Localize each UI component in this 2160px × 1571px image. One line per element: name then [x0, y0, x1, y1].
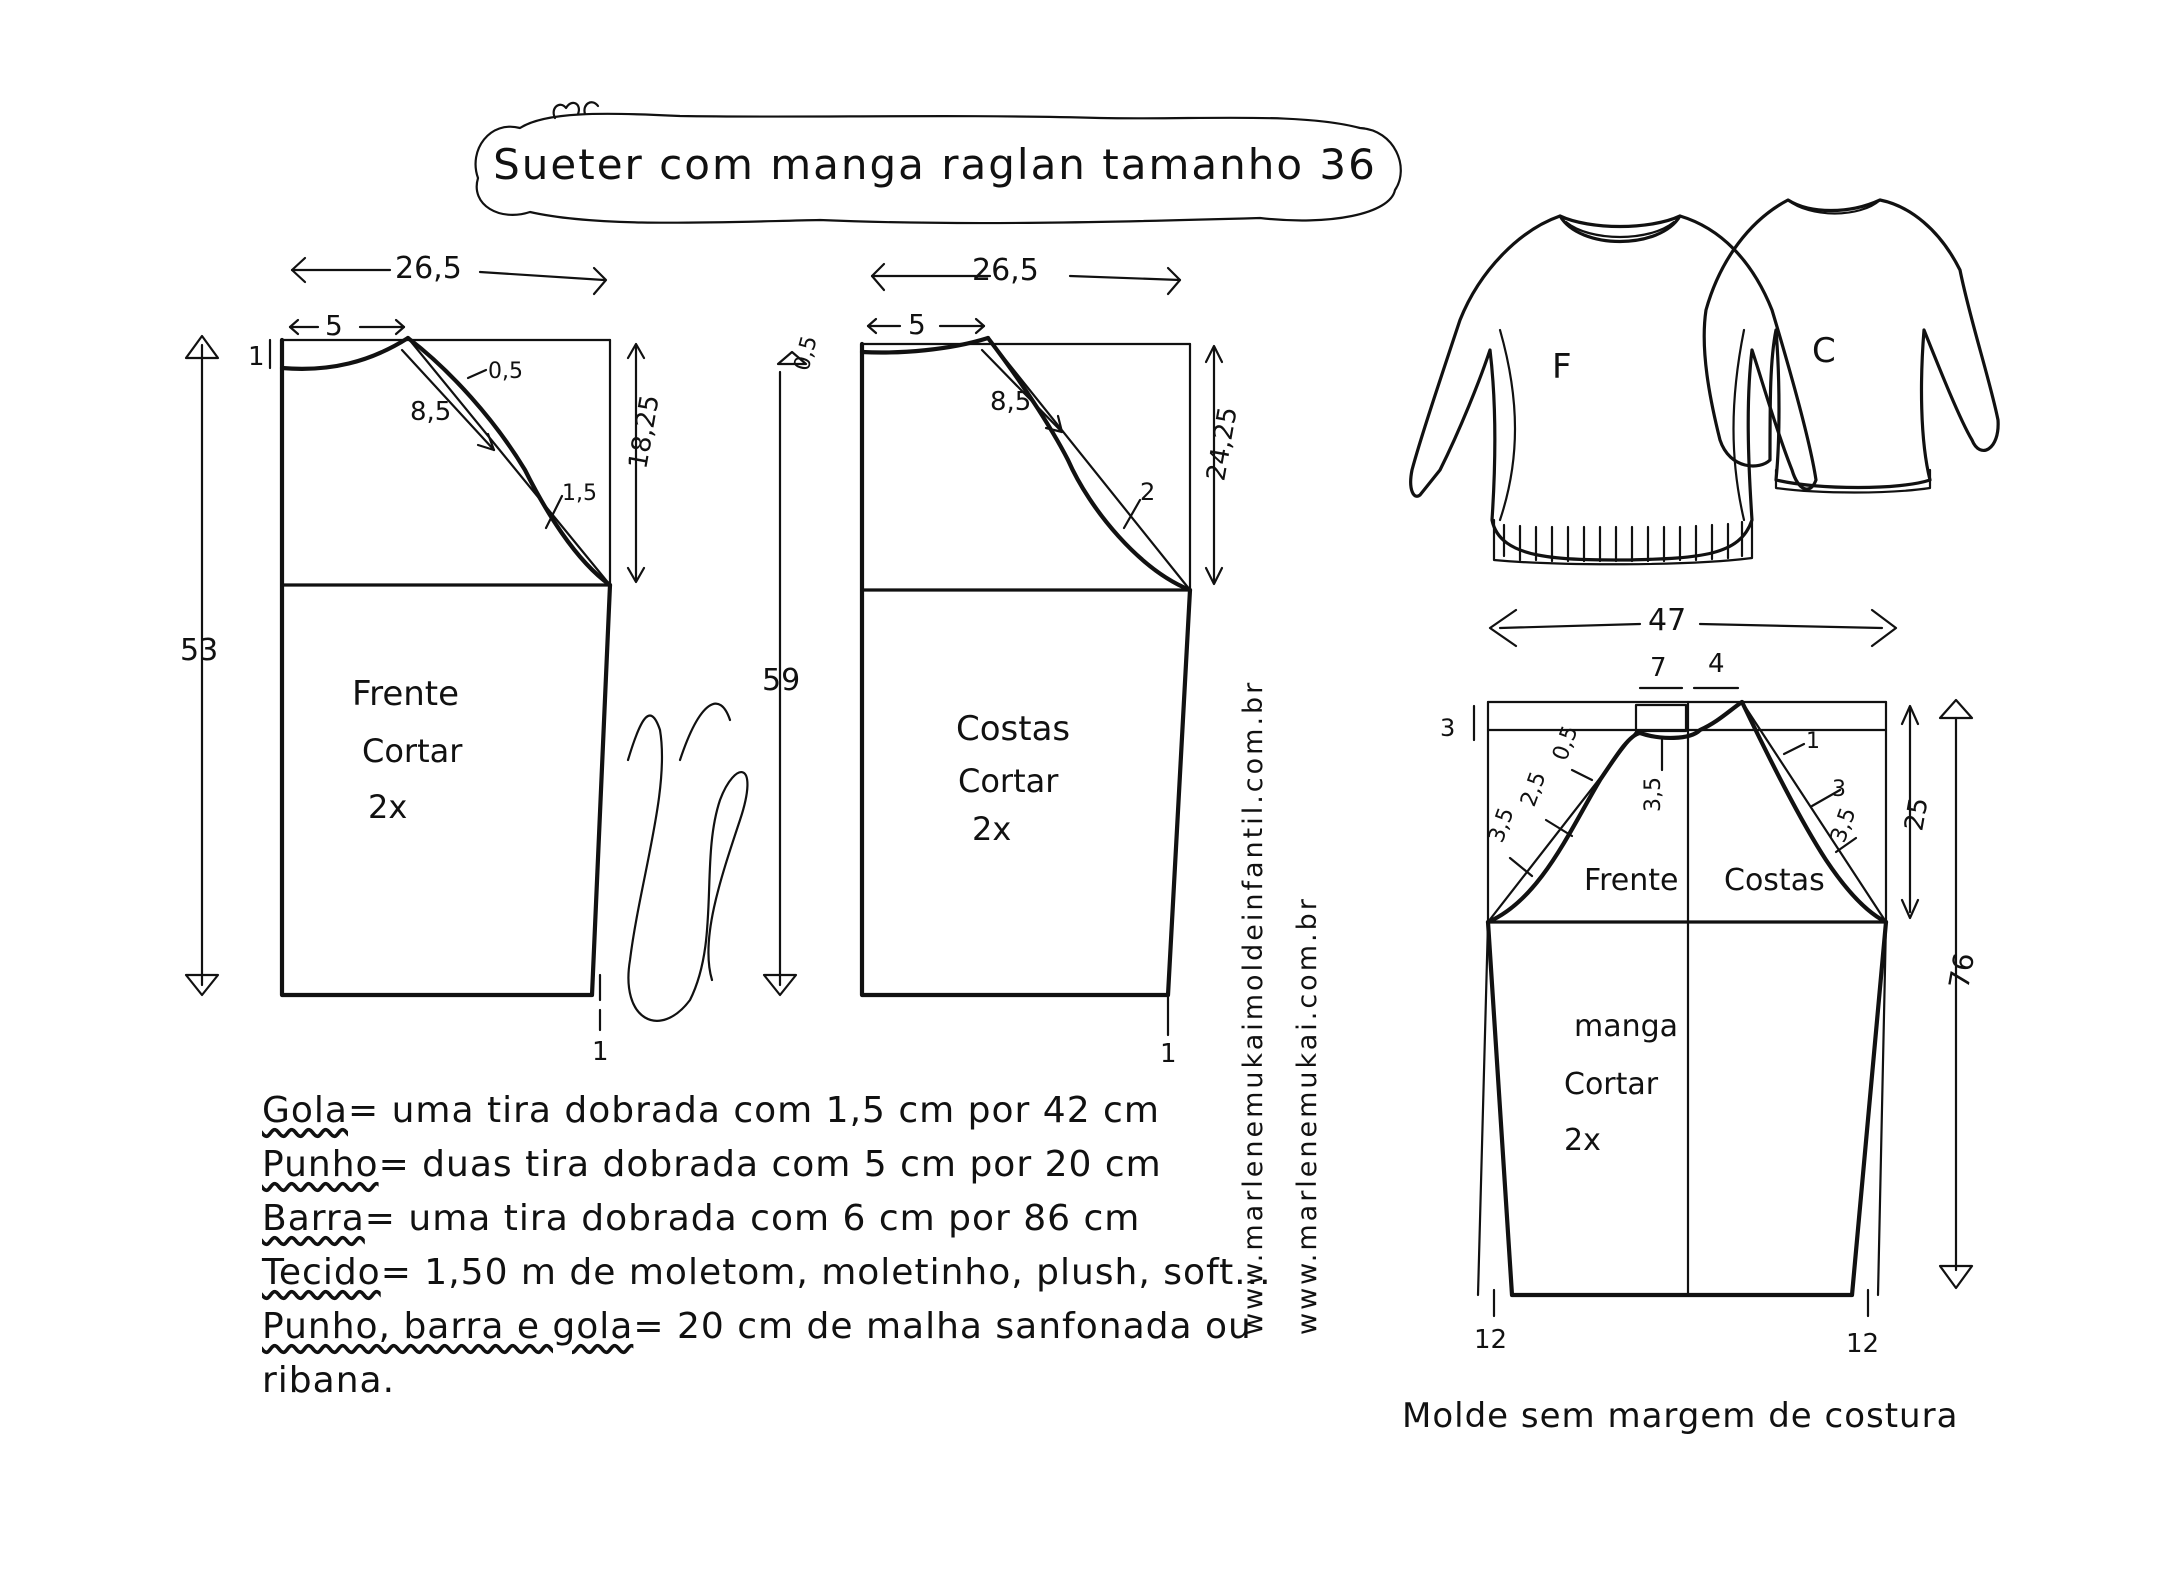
note-text: = uma tira dobrada com 1,5 cm por 42 cm: [347, 1090, 1160, 1131]
sweater-front-letter: F: [1552, 347, 1572, 387]
back-neck-depth-label: 0,5: [789, 333, 823, 374]
front-neck-width-label: 5: [325, 309, 343, 342]
back-raglan-length-label: 8,5: [990, 387, 1032, 417]
sleeve-front-curve-a-tick: [1572, 770, 1592, 780]
sleeve-length-arrowhead-top: [1940, 700, 1972, 718]
note-key: Punho, barra e gola: [262, 1306, 634, 1347]
watermark-line-1: www.marlenemukaimoldeinfantil.com.br: [1238, 679, 1269, 1335]
note-key: Punho: [262, 1144, 379, 1185]
front-width-arrow-right: [480, 272, 604, 280]
note-key: Tecido: [262, 1252, 381, 1293]
note-text: ribana.: [262, 1360, 396, 1401]
sleeve-piece: [1440, 603, 1981, 1359]
sleeve-back-label: Costas: [1724, 863, 1825, 898]
sweater-front-illustration: [1411, 216, 1816, 564]
note-ribana: [262, 1306, 1252, 1347]
sleeve-front-curve-c-tick: [1510, 858, 1532, 876]
front-armhole-depth-label: 18,25: [623, 392, 666, 472]
back-piece: [762, 253, 1244, 1069]
front-length-label: 53: [180, 633, 219, 668]
title-curl-2: [584, 102, 598, 114]
sleeve-width-arrow-right: [1700, 624, 1882, 628]
sleeve-back-a-label: 1: [1806, 729, 1820, 754]
back-cut-label: Cortar: [958, 762, 1059, 800]
note-text: = 20 cm de malha sanfonada ou: [633, 1306, 1252, 1347]
back-outline: [862, 344, 1190, 995]
page-title: Sueter com manga raglan tamanho 36: [493, 139, 1377, 189]
back-curve-depth-label: 2: [1140, 478, 1156, 506]
sweater-back-letter: C: [1812, 331, 1836, 371]
back-width-arrowhead-right: [1168, 268, 1180, 294]
sleeve-cut-count: 2x: [1564, 1123, 1601, 1158]
back-hem-taper-label: 1: [1160, 1039, 1177, 1069]
back-armhole-depth-label: 24,25: [1201, 404, 1244, 484]
front-width-arrowhead-right: [594, 268, 606, 294]
sleeve-hem-left-label: 12: [1474, 1325, 1508, 1355]
front-outline: [282, 340, 610, 995]
sleeve-neck-box: [1636, 705, 1686, 731]
note-text: = duas tira dobrada com 5 cm por 20 cm: [378, 1144, 1162, 1185]
back-piece-label: Costas: [956, 709, 1071, 749]
front-piece: [180, 251, 666, 1067]
front-piece-label: Frente: [352, 674, 460, 714]
back-length-label: 59: [762, 663, 801, 698]
front-neckline: [282, 338, 408, 369]
sleeve-back-c-label: 3,5: [1826, 804, 1862, 847]
front-shoulder-offset-arrow: [468, 370, 486, 378]
front-width-label: 26,5: [395, 251, 462, 286]
back-neck-width-label: 5: [908, 308, 926, 341]
back-cut-count: 2x: [972, 810, 1012, 848]
note-gola: [262, 1090, 1222, 1131]
sleeve-back-b-label: 3: [1832, 777, 1846, 802]
front-shoulder-offset-label: 0,5: [488, 359, 523, 384]
sleeve-hem-right-label: 12: [1846, 1329, 1880, 1359]
sleeve-front-curve-b-tick: [1546, 820, 1572, 836]
sweater-back-hem-band: [1776, 470, 1930, 493]
sleeve-front-curve-a-label: 0,5: [1548, 722, 1584, 765]
sleeve-length-label: 76: [1942, 950, 1982, 992]
seam-allowance-note: Molde sem margem de costura: [1402, 1396, 1959, 1436]
front-hem-taper-label: 1: [592, 1037, 609, 1067]
note-punho: [262, 1144, 1222, 1185]
front-raglan-length-label: 8,5: [410, 397, 452, 427]
instructions-notes: [262, 1090, 1272, 1414]
note-text: = 1,50 m de moletom, moletinho, plush, soft...: [380, 1252, 1272, 1293]
sleeve-width-label: 47: [1648, 603, 1687, 638]
sleeve-front-neck-label: 7: [1650, 653, 1667, 683]
sleeve-front-curve-b-label: 2,5: [1516, 768, 1552, 811]
note-key: Gola: [262, 1090, 348, 1131]
note-tecido: [262, 1252, 1272, 1293]
sweater-front-raglan-seams: [1500, 330, 1744, 520]
watermark-line-2: www.marlenemukai.com.br: [1292, 896, 1323, 1335]
sleeve-front-label: Frente: [1584, 863, 1679, 898]
sleeve-back-neck-label: 4: [1708, 649, 1725, 679]
sleeve-back-a-tick: [1784, 744, 1804, 754]
back-width-arrow-right: [1070, 276, 1180, 280]
sweater-front-hem-band: [1494, 520, 1752, 564]
front-neck-depth-label: 1: [248, 342, 265, 372]
front-cut-label: Cortar: [362, 732, 463, 770]
sleeve-cap-depth-label: 25: [1899, 795, 1935, 834]
back-raglan-guide: [988, 338, 1190, 590]
sleeve-width-arrow-left: [1500, 624, 1640, 628]
front-cut-count: 2x: [368, 788, 408, 826]
sleeve-top-offset-label: 3: [1440, 714, 1456, 742]
sleeve-cut-label: Cortar: [1564, 1067, 1659, 1102]
sleeve-front-dip-label: 3,5: [1641, 777, 1666, 812]
note-barra: [262, 1198, 1222, 1239]
sleeve-name-label: manga: [1574, 1009, 1679, 1044]
note-continuation: [262, 1360, 1222, 1401]
sweater-front-body: [1411, 216, 1816, 560]
sleeve-left-ext: [1478, 922, 1488, 1295]
front-curve-depth-label: 1,5: [562, 481, 597, 506]
note-key: Barra: [262, 1198, 365, 1239]
sleeve-front-curve-c-label: 3,5: [1484, 804, 1520, 847]
signature: [628, 704, 747, 1021]
back-width-label: 26,5: [972, 253, 1039, 288]
note-text: = uma tira dobrada com 6 cm por 86 cm: [364, 1198, 1141, 1239]
